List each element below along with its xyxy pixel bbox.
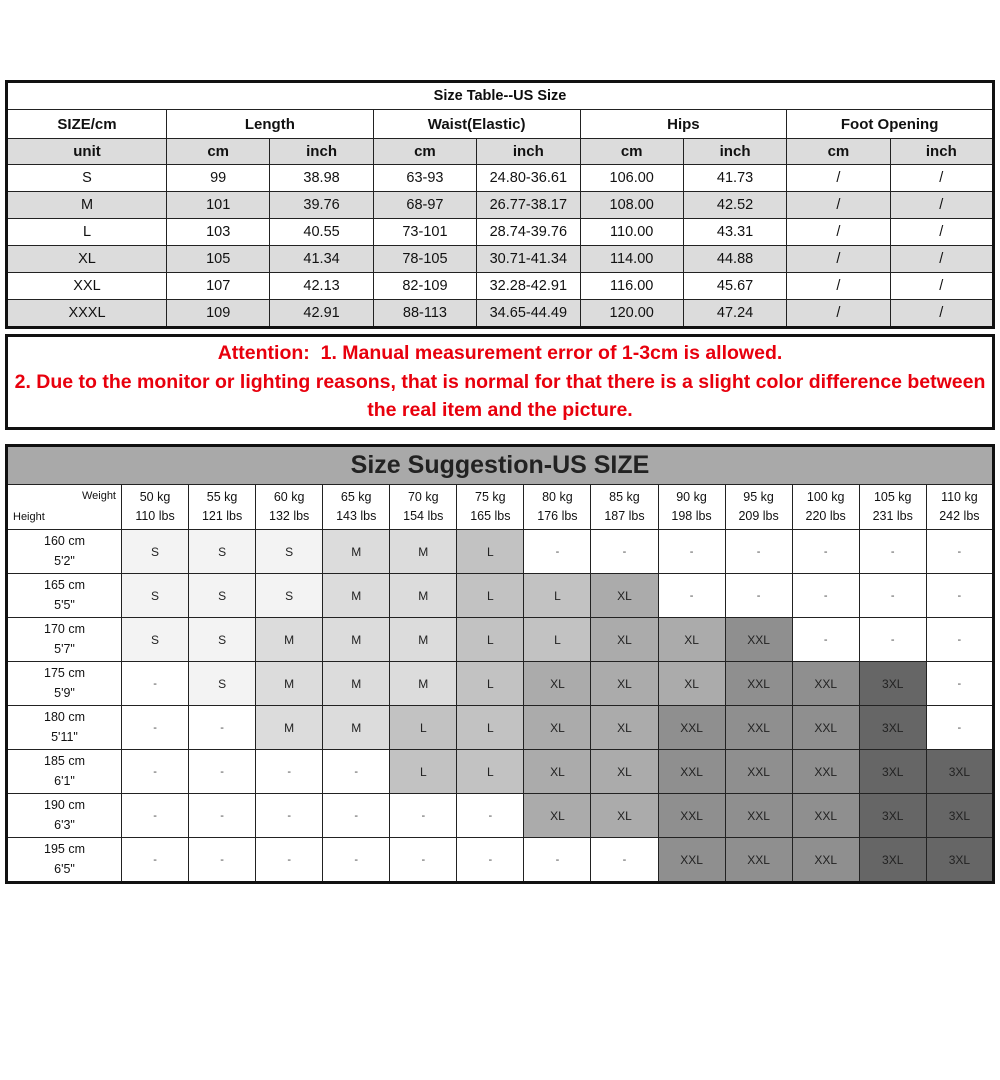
measure-cell: 108.00 (580, 192, 683, 219)
corner-height-label: Height (13, 510, 45, 523)
size-suggestion-cell: L (457, 662, 524, 706)
size-suggestion-cell: L (390, 706, 457, 750)
measure-cell: 40.55 (270, 219, 373, 246)
corner-weight-label: Weight (81, 490, 116, 502)
size-suggestion-cell: XXL (792, 750, 859, 794)
size-chart-image (5, 80, 995, 884)
empty-cell: - (256, 794, 323, 838)
size-suggestion-cell: 3XL (859, 794, 926, 838)
suggestion-row-165cm (7, 574, 994, 618)
size-suggestion-cell: S (122, 574, 189, 618)
size-suggestion-cell: XL (658, 662, 725, 706)
size-suggestion-cell: M (390, 530, 457, 574)
size-suggestion-cell: S (189, 530, 256, 574)
unit-cm: cm (167, 139, 270, 165)
height-header: 195 cm 6'5" (7, 838, 122, 883)
size-suggestion-cell: XXL (658, 750, 725, 794)
empty-cell: - (524, 530, 591, 574)
size-suggestion-cell: L (524, 618, 591, 662)
measure-cell: 41.34 (270, 246, 373, 273)
size-suggestion-cell: S (189, 618, 256, 662)
measure-cell: 106.00 (580, 165, 683, 192)
unit-cm: cm (373, 139, 476, 165)
col-waist: Waist(Elastic) (373, 110, 580, 139)
size-suggestion-cell: M (390, 662, 457, 706)
empty-cell: - (189, 750, 256, 794)
measure-cell: 28.74-39.76 (477, 219, 580, 246)
measure-cell: 73-101 (373, 219, 476, 246)
measure-cell: / (787, 273, 890, 300)
measure-cell: / (890, 246, 993, 273)
size-suggestion-cell: S (189, 662, 256, 706)
measure-cell: 24.80-36.61 (477, 165, 580, 192)
size-label: M (7, 192, 167, 219)
size-suggestion-cell: XXL (725, 618, 792, 662)
unit-inch: inch (270, 139, 373, 165)
measure-cell: 107 (167, 273, 270, 300)
size-table-title: Size Table--US Size (7, 82, 994, 110)
size-suggestion-cell: XL (524, 662, 591, 706)
suggestion-row-170cm (7, 618, 994, 662)
height-header: 160 cm 5'2" (7, 530, 122, 574)
size-suggestion-cell: XXL (725, 838, 792, 883)
height-header: 180 cm 5'11" (7, 706, 122, 750)
size-table (5, 80, 995, 329)
size-suggestion-cell: 3XL (859, 662, 926, 706)
measure-cell: 116.00 (580, 273, 683, 300)
size-suggestion-cell: XL (658, 618, 725, 662)
empty-cell: - (792, 618, 859, 662)
col-foot-opening: Foot Opening (787, 110, 994, 139)
measure-cell: 78-105 (373, 246, 476, 273)
measure-cell: 63-93 (373, 165, 476, 192)
size-label: S (7, 165, 167, 192)
size-suggestion-cell: L (457, 750, 524, 794)
size-suggestion-cell: XXL (792, 794, 859, 838)
size-suggestion-cell: L (457, 574, 524, 618)
measure-cell: 68-97 (373, 192, 476, 219)
size-suggestion-cell: XXL (725, 794, 792, 838)
size-suggestion-title-row (7, 446, 994, 485)
measure-cell: 42.91 (270, 300, 373, 328)
empty-cell: - (658, 574, 725, 618)
size-suggestion-cell: M (323, 618, 390, 662)
height-header: 165 cm 5'5" (7, 574, 122, 618)
empty-cell: - (926, 530, 993, 574)
measure-cell: 99 (167, 165, 270, 192)
size-label: XL (7, 246, 167, 273)
size-suggestion-cell: XL (591, 662, 658, 706)
measure-cell: 110.00 (580, 219, 683, 246)
size-suggestion-cell: XXL (725, 750, 792, 794)
size-suggestion-cell: M (323, 530, 390, 574)
col-size: SIZE/cm (7, 110, 167, 139)
unit-cm: cm (787, 139, 890, 165)
empty-cell: - (323, 794, 390, 838)
attention-line-2: 2. Due to the monitor or lighting reasons, that is normal for that there is a slight color difference between the real item and the picture. (14, 370, 986, 422)
empty-cell: - (457, 794, 524, 838)
size-suggestion-cell: XL (591, 706, 658, 750)
size-suggestion-cell: S (256, 530, 323, 574)
empty-cell: - (725, 530, 792, 574)
empty-cell: - (122, 794, 189, 838)
measure-cell: / (787, 246, 890, 273)
size-suggestion-cell: XXL (792, 706, 859, 750)
size-suggestion-cell: 3XL (859, 838, 926, 883)
measure-cell: 42.52 (683, 192, 786, 219)
empty-cell: - (122, 662, 189, 706)
measure-cell: / (890, 273, 993, 300)
size-suggestion-cell: XL (524, 750, 591, 794)
weight-header: 110 kg 242 lbs (926, 485, 993, 530)
empty-cell: - (189, 794, 256, 838)
weight-header: 70 kg 154 lbs (390, 485, 457, 530)
empty-cell: - (859, 618, 926, 662)
weight-header: 105 kg 231 lbs (859, 485, 926, 530)
suggestion-row-195cm (7, 838, 994, 883)
weight-header: 90 kg 198 lbs (658, 485, 725, 530)
measure-cell: 103 (167, 219, 270, 246)
size-suggestion-cell: S (189, 574, 256, 618)
empty-cell: - (591, 838, 658, 883)
height-header: 175 cm 5'9" (7, 662, 122, 706)
size-suggestion-cell: 3XL (859, 706, 926, 750)
weight-header: 60 kg 132 lbs (256, 485, 323, 530)
size-suggestion-cell: M (390, 574, 457, 618)
size-row-XXL (7, 273, 994, 300)
weight-header: 55 kg 121 lbs (189, 485, 256, 530)
empty-cell: - (926, 574, 993, 618)
size-suggestion-cell: XXL (658, 794, 725, 838)
measure-cell: / (787, 219, 890, 246)
size-suggestion-title: Size Suggestion-US SIZE (7, 446, 994, 485)
empty-cell: - (524, 838, 591, 883)
empty-cell: - (792, 530, 859, 574)
size-suggestion-cell: XL (591, 618, 658, 662)
empty-cell: - (926, 662, 993, 706)
size-suggestion-cell: M (256, 618, 323, 662)
size-suggestion-cell: L (457, 706, 524, 750)
size-suggestion-cell: XXL (658, 706, 725, 750)
measure-cell: 101 (167, 192, 270, 219)
suggestion-row-160cm (7, 530, 994, 574)
weight-header: 75 kg 165 lbs (457, 485, 524, 530)
col-hips: Hips (580, 110, 787, 139)
height-header: 170 cm 5'7" (7, 618, 122, 662)
size-suggestion-cell: XXL (725, 706, 792, 750)
measure-cell: 42.13 (270, 273, 373, 300)
unit-cm: cm (580, 139, 683, 165)
measure-cell: 32.28-42.91 (477, 273, 580, 300)
size-label: XXXL (7, 300, 167, 328)
size-row-L (7, 219, 994, 246)
size-row-XL (7, 246, 994, 273)
size-suggestion-cell: XL (591, 750, 658, 794)
attention-note (5, 334, 995, 430)
measure-cell: 44.88 (683, 246, 786, 273)
col-length: Length (167, 110, 374, 139)
empty-cell: - (457, 838, 524, 883)
size-suggestion-table (5, 444, 995, 884)
empty-cell: - (189, 838, 256, 883)
size-suggestion-cell: L (457, 618, 524, 662)
measure-cell: / (890, 192, 993, 219)
empty-cell: - (189, 706, 256, 750)
size-suggestion-cell: S (122, 618, 189, 662)
weight-header: 65 kg 143 lbs (323, 485, 390, 530)
measure-cell: 43.31 (683, 219, 786, 246)
empty-cell: - (122, 838, 189, 883)
attention-line-1: Attention: 1. Manual measurement error of 1-3cm is allowed. (217, 341, 783, 364)
size-suggestion-cell: S (122, 530, 189, 574)
empty-cell: - (122, 750, 189, 794)
measure-cell: / (890, 165, 993, 192)
empty-cell: - (725, 574, 792, 618)
measure-cell: / (890, 219, 993, 246)
empty-cell: - (926, 618, 993, 662)
size-row-S (7, 165, 994, 192)
size-suggestion-cell: M (256, 662, 323, 706)
size-suggestion-cell: 3XL (926, 750, 993, 794)
measure-cell: 41.73 (683, 165, 786, 192)
size-suggestion-cell: L (457, 530, 524, 574)
size-table-unit-header (7, 139, 994, 165)
empty-cell: - (323, 750, 390, 794)
weight-header: 50 kg 110 lbs (122, 485, 189, 530)
weight-header: 85 kg 187 lbs (591, 485, 658, 530)
size-suggestion-cell: S (256, 574, 323, 618)
size-row-M (7, 192, 994, 219)
empty-cell: - (390, 794, 457, 838)
empty-cell: - (122, 706, 189, 750)
height-header: 185 cm 6'1" (7, 750, 122, 794)
unit-inch: inch (477, 139, 580, 165)
empty-cell: - (859, 530, 926, 574)
measure-cell: 26.77-38.17 (477, 192, 580, 219)
measure-cell: 82-109 (373, 273, 476, 300)
weight-header: 80 kg 176 lbs (524, 485, 591, 530)
size-label: L (7, 219, 167, 246)
empty-cell: - (859, 574, 926, 618)
size-suggestion-cell: 3XL (926, 794, 993, 838)
measure-cell: 105 (167, 246, 270, 273)
empty-cell: - (256, 750, 323, 794)
measure-cell: / (890, 300, 993, 328)
measure-cell: 45.67 (683, 273, 786, 300)
empty-cell: - (256, 838, 323, 883)
size-suggestion-cell: XL (524, 706, 591, 750)
empty-cell: - (390, 838, 457, 883)
weight-height-corner (7, 485, 122, 530)
suggestion-row-175cm (7, 662, 994, 706)
size-suggestion-cell: M (323, 574, 390, 618)
size-suggestion-cell: 3XL (926, 838, 993, 883)
empty-cell: - (926, 706, 993, 750)
size-suggestion-cell: M (323, 706, 390, 750)
measure-cell: 30.71-41.34 (477, 246, 580, 273)
suggestion-row-180cm (7, 706, 994, 750)
weight-header: 95 kg 209 lbs (725, 485, 792, 530)
unit-inch: inch (890, 139, 993, 165)
size-suggestion-cell: XL (524, 794, 591, 838)
measure-cell: 47.24 (683, 300, 786, 328)
measure-cell: / (787, 165, 890, 192)
size-suggestion-cell: M (323, 662, 390, 706)
height-header: 190 cm 6'3" (7, 794, 122, 838)
size-suggestion-cell: L (524, 574, 591, 618)
size-suggestion-cell: XXL (725, 662, 792, 706)
size-suggestion-cell: XXL (658, 838, 725, 883)
measure-cell: 88-113 (373, 300, 476, 328)
size-table-group-header (7, 110, 994, 139)
size-suggestion-cell: XL (591, 574, 658, 618)
measure-cell: / (787, 192, 890, 219)
size-suggestion-cell: XXL (792, 838, 859, 883)
empty-cell: - (591, 530, 658, 574)
measure-cell: 109 (167, 300, 270, 328)
weight-header: 100 kg 220 lbs (792, 485, 859, 530)
measure-cell: 114.00 (580, 246, 683, 273)
size-label: XXL (7, 273, 167, 300)
measure-cell: / (787, 300, 890, 328)
measure-cell: 34.65-44.49 (477, 300, 580, 328)
measure-cell: 39.76 (270, 192, 373, 219)
suggestion-row-190cm (7, 794, 994, 838)
empty-cell: - (658, 530, 725, 574)
size-suggestion-cell: 3XL (859, 750, 926, 794)
empty-cell: - (792, 574, 859, 618)
unit-label: unit (7, 139, 167, 165)
size-suggestion-cell: M (256, 706, 323, 750)
unit-inch: inch (683, 139, 786, 165)
size-suggestion-cell: XL (591, 794, 658, 838)
size-suggestion-cell: XXL (792, 662, 859, 706)
size-table-title-row (7, 82, 994, 110)
measure-cell: 38.98 (270, 165, 373, 192)
suggestion-row-185cm (7, 750, 994, 794)
size-suggestion-cell: M (390, 618, 457, 662)
weight-header-row (7, 485, 994, 530)
size-row-XXXL (7, 300, 994, 328)
measure-cell: 120.00 (580, 300, 683, 328)
size-suggestion-cell: L (390, 750, 457, 794)
empty-cell: - (323, 838, 390, 883)
